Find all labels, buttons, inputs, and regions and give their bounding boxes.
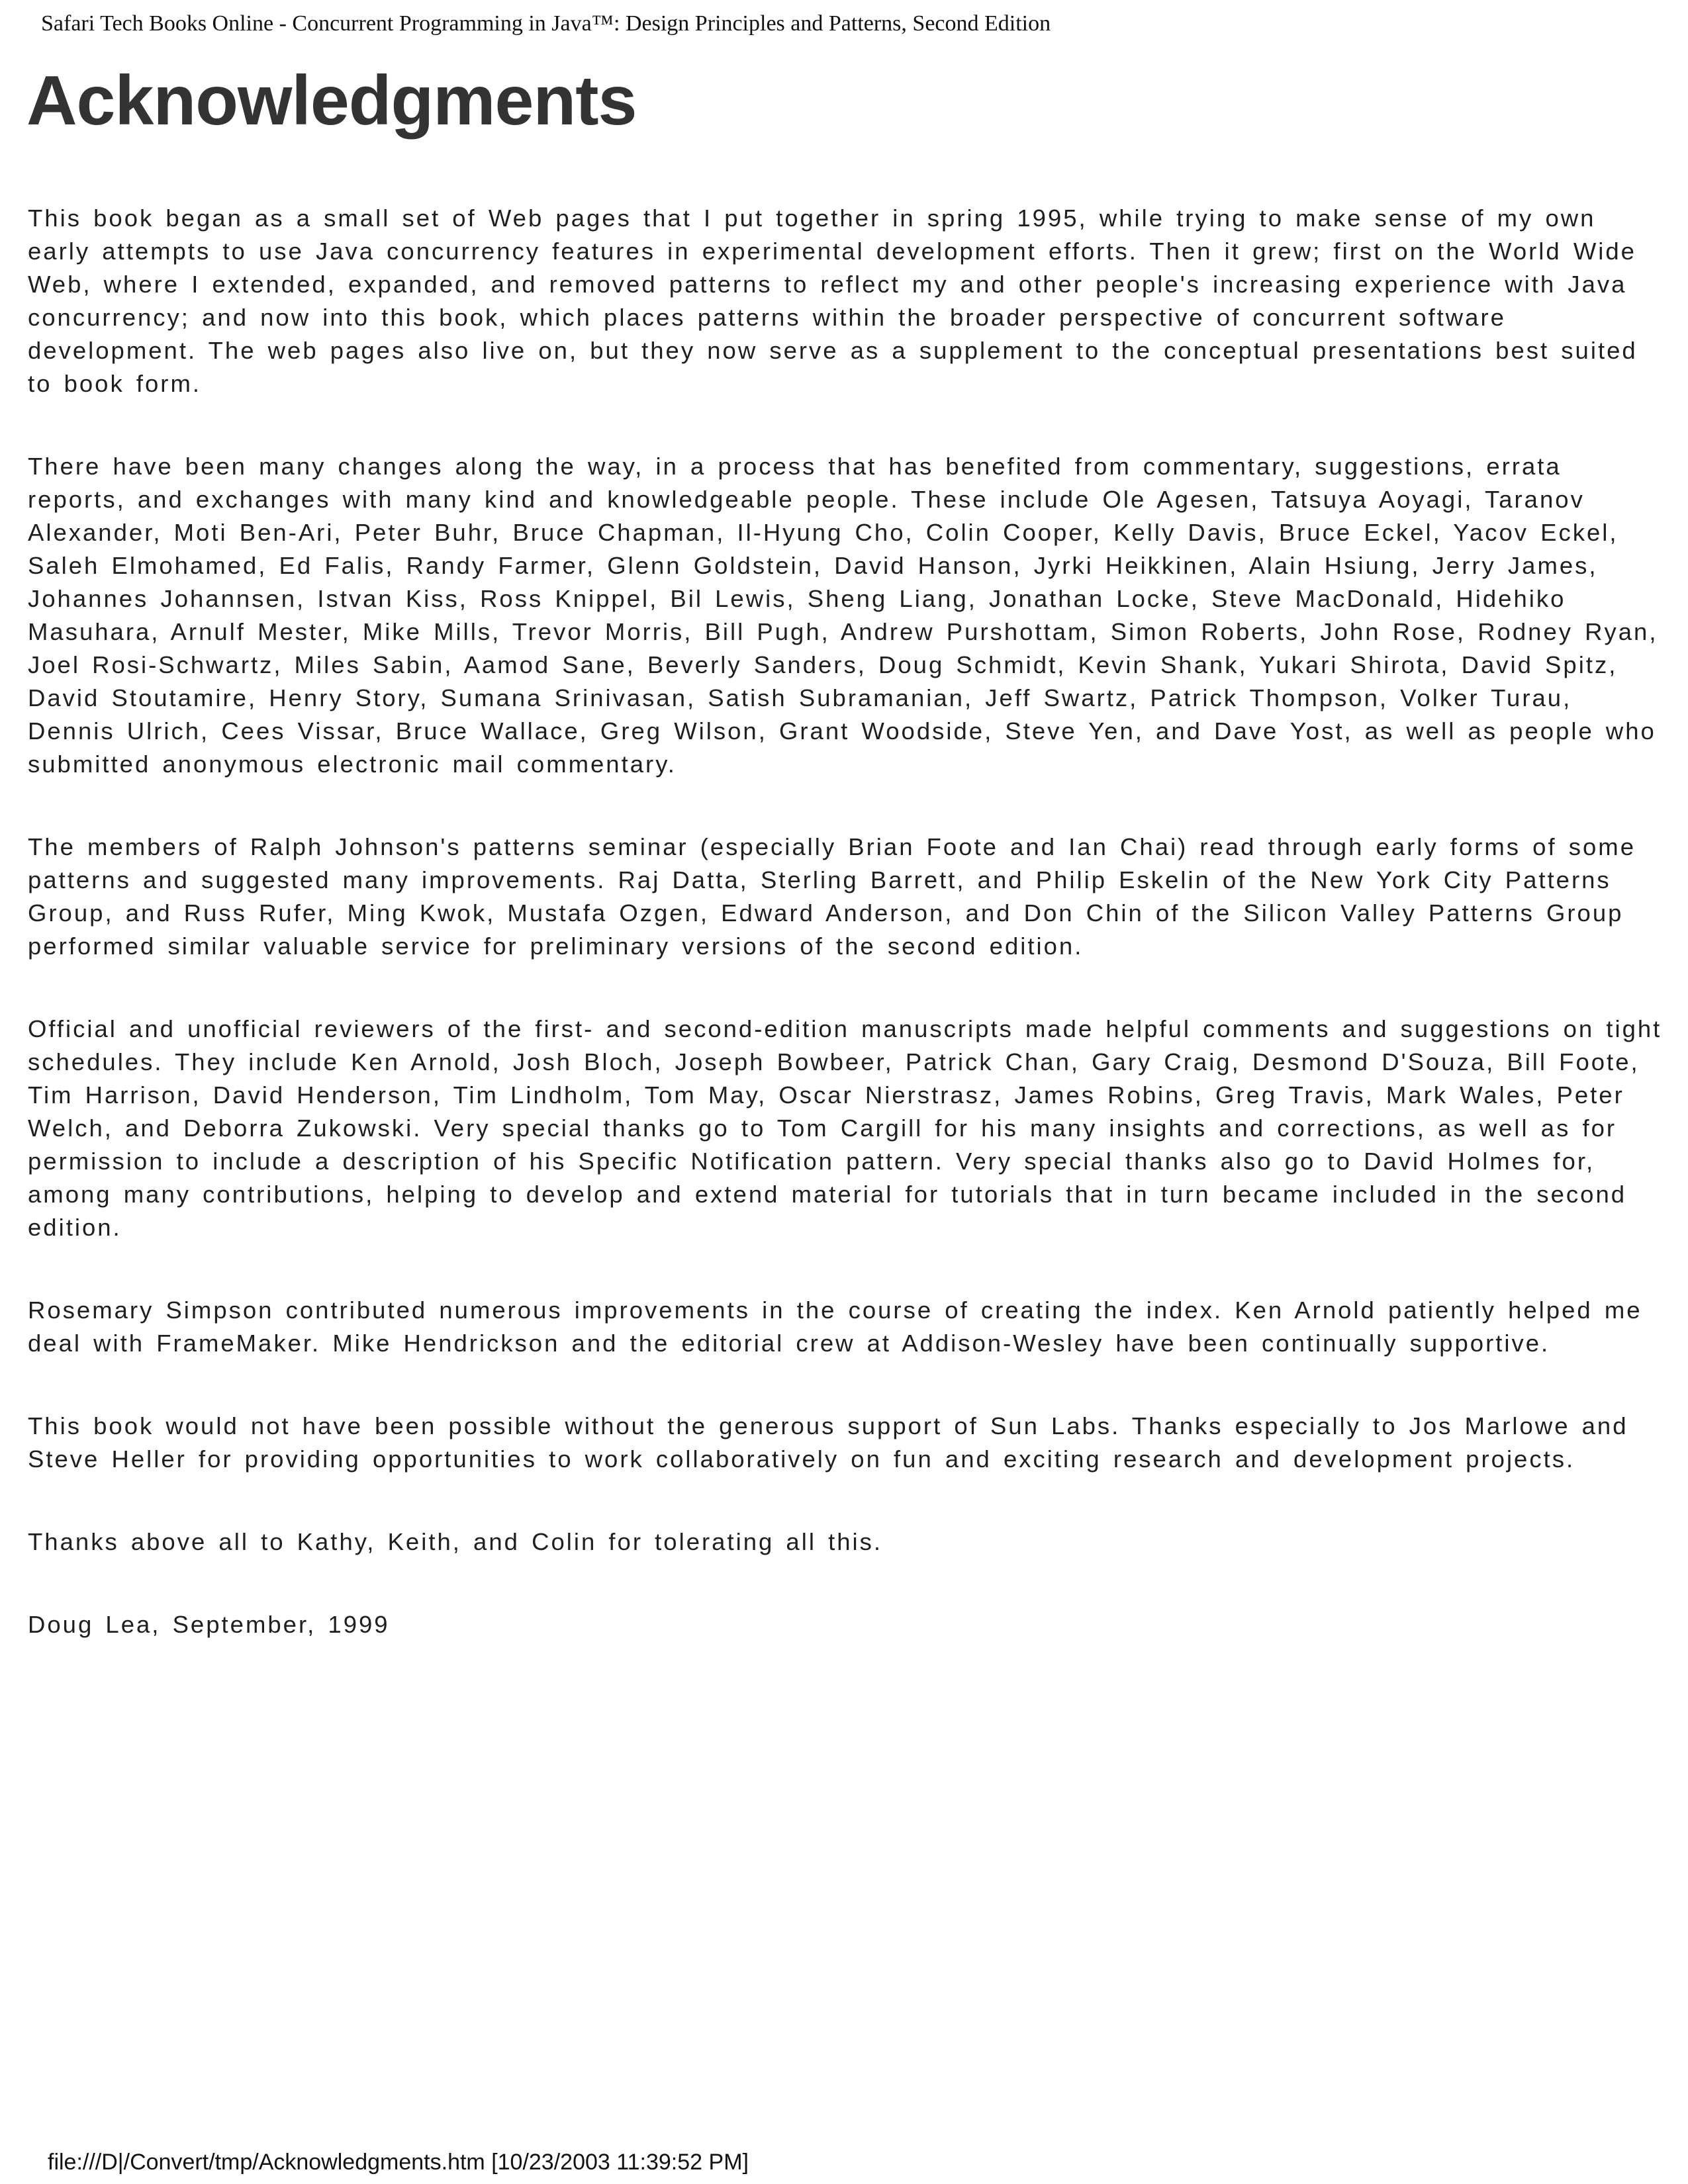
page-footer: file:///D|/Convert/tmp/Acknowledgments.htm [10/23/2003 11:39:52 PM] [48,2150,749,2175]
paragraph-patterns-seminar: The members of Ralph Johnson's patterns seminar (especially Brian Foote and Ian Chai) read through early forms of some patterns and suggested many improvements. Raj Datta, Sterling Barrett, and Philip Eskelin of the New York City Patterns Group, and Russ Rufer, Ming Kwok, Mustafa Ozgen, Edward Anderson, and Don Chin of the Silicon Valley Patterns Group performed similar valuable service for preliminary versions of the second edition. [28,833,1636,960]
paragraph-family: Thanks above all to Kathy, Keith, and Colin for tolerating all this. [28,1528,883,1555]
paragraph-reviewers: Official and unofficial reviewers of the first- and second-edition manuscripts made helpful comments and suggestions on tight schedules. They include Ken Arnold, Josh Bloch, Joseph Bowbeer, Patrick Chan, Gary Craig, Desmond D'Souza, Bill Foote, Tim Harrison, David Henderson, Tim Lindholm, Tom May, Oscar Nierstrasz, James Robins, Greg Travis, Mark Wales, Peter Welch, and Deborra Zukowski. Very special thanks go to Tom Cargill for his many insights and corrections, as well as for permission to include a description of his Specific Notification pattern. Very special thanks also go to David Holmes for, among many contributions, helping to develop and extend material for tutorials that in turn became included in the second edition. [28,1015,1662,1241]
paragraph-origin: This book began as a small set of Web pages that I put together in spring 1995, while trying to make sense of my own early attempts to use Java concurrency features in experimental development efforts. Then it grew; first on the World Wide Web, where I extended, expanded, and removed patterns to reflect my and other people's increasing experience with Java concurrency; and now into this book, which places patterns within the broader perspective of concurrent software development. The web pages also live on, but they now serve as a supplement to the conceptual presentations best suited to book form. [28,205,1638,397]
paragraph-production: Rosemary Simpson contributed numerous improvements in the course of creating the index. Ken Arnold patiently helped me deal with FrameMaker. Mike Hendrickson and the editorial crew at Addison-Wesley have been continually supportive. [28,1297,1642,1357]
page-title: Acknowledgments [26,62,637,140]
page-header: Safari Tech Books Online - Concurrent Programming in Java™: Design Principles and Patterns, Second Edition [41,11,1051,36]
paragraph-contributors: There have been many changes along the way, in a process that has benefited from commentary, suggestions, errata reports, and exchanges with many kind and knowledgeable people. These include Ole Agesen, Tatsuya Aoyagi, Taranov Alexander, Moti Ben-Ari, Peter Buhr, Bruce Chapman, Il-Hyung Cho, Colin Cooper, Kelly Davis, Bruce Eckel, Yacov Eckel, Saleh Elmohamed, Ed Falis, Randy Farmer, Glenn Goldstein, David Hanson, Jyrki Heikkinen, Alain Hsiung, Jerry James, Johannes Johannsen, Istvan Kiss, Ross Knippel, Bil Lewis, Sheng Liang, Jonathan Locke, Steve MacDonald, Hidehiko Masuhara, Arnulf Mester, Mike Mills, Trevor Morris, Bill Pugh, Andrew Purshottam, Simon Roberts, John Rose, Rodney Ryan, Joel Rosi-Schwartz, Miles Sabin, Aamod Sane, Beverly Sanders, Doug Schmidt, Kevin Shank, Yukari Shirota, David Spitz, David Stoutamire, Henry Story, Sumana Srinivasan, Satish Subramanian, Jeff Swartz, Patrick Thompson, Volker Turau, Dennis Ulrich, Cees Vissar, Bruce Wallace, Greg Wilson, Grant Woodside, Steve Yen, and Dave Yost, as well as people who submitted anonymous electronic mail commentary. [28,453,1658,778]
paragraph-sun-labs: This book would not have been possible without the generous support of Sun Labs. Thanks especially to Jos Marlowe and Steve Heller for providing opportunities to work collaboratively on fun and exciting research and development projects. [28,1412,1628,1473]
acknowledgments-body [28,202,1663,1691]
signature-line: Doug Lea, September, 1999 [28,1611,390,1638]
